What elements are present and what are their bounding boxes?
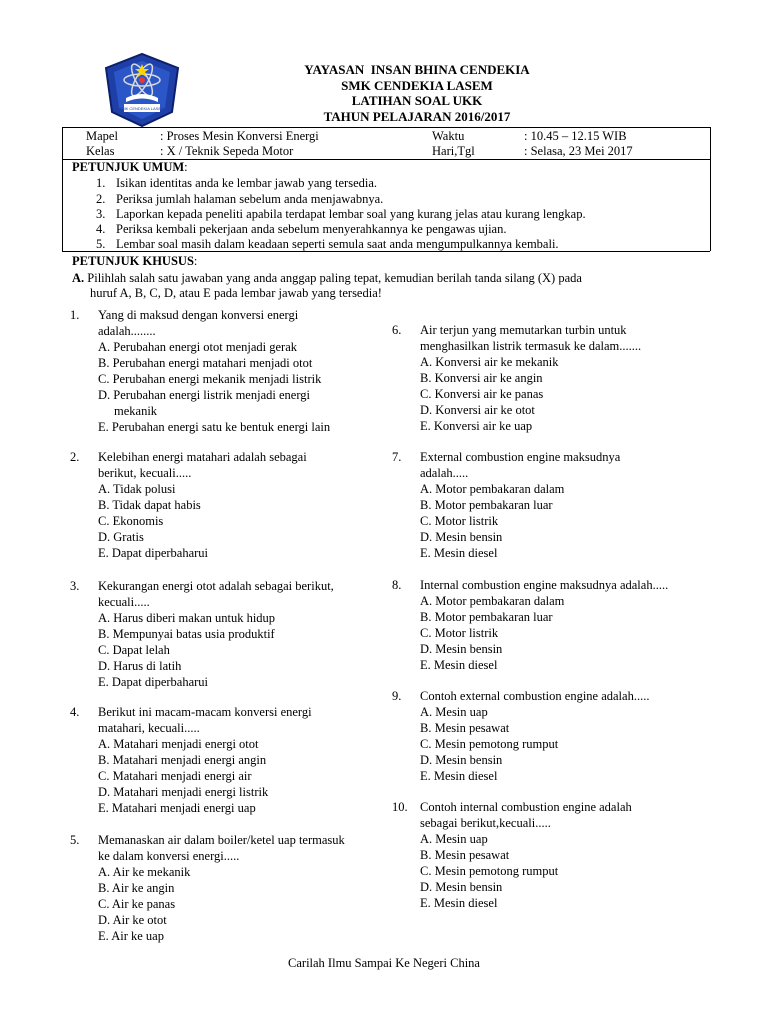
- question-number: 10.: [392, 800, 408, 814]
- answer-option: D. Mesin bensin: [420, 753, 503, 767]
- answer-option: C. Ekonomis: [98, 514, 164, 528]
- question-block: [392, 449, 621, 561]
- hari-label: Hari,Tgl: [432, 144, 475, 158]
- hari-value: : Selasa, 23 Mei 2017: [524, 144, 633, 158]
- answer-option: E. Mesin diesel: [420, 896, 498, 910]
- answer-option: B. Mesin pesawat: [420, 848, 510, 862]
- question-number: 9.: [392, 689, 402, 703]
- answer-option: E. Dapat diperbaharui: [98, 675, 209, 689]
- question-number: 7.: [392, 450, 402, 464]
- answer-option: A. Harus diberi makan untuk hidup: [98, 611, 276, 625]
- answer-option: E. Konversi air ke uap: [420, 419, 533, 433]
- question-number: 2.: [70, 450, 80, 464]
- answer-option: E. Mesin diesel: [420, 546, 498, 560]
- answer-option: E. Air ke uap: [98, 929, 164, 943]
- answer-option: B. Perubahan energi matahari menjadi otot: [98, 356, 313, 370]
- answer-option: D. Air ke otot: [98, 913, 167, 927]
- school-header: [200, 62, 634, 124]
- instruction-label: A.: [72, 271, 85, 285]
- answer-option: A. Motor pembakaran dalam: [420, 594, 565, 608]
- petunjuk-khusus-heading: PETUNJUK KHUSUS: [72, 254, 194, 268]
- answer-option: E. Dapat diperbaharui: [98, 546, 209, 560]
- mapel-label: Mapel: [86, 129, 118, 143]
- question-text: menghasilkan listrik termasuk ke dalam.......: [420, 339, 642, 353]
- question-block: [70, 449, 307, 561]
- answer-option: C. Perubahan energi mekanik menjadi listrik: [98, 372, 322, 386]
- answer-option: D. Konversi air ke otot: [420, 403, 535, 417]
- answer-option: B. Mesin pesawat: [420, 721, 510, 735]
- answer-option: A. Mesin uap: [420, 705, 488, 719]
- list-item: 1. Isikan identitas anda ke lembar jawab yang tersedia.: [96, 176, 378, 190]
- petunjuk-umum-title: [72, 159, 188, 175]
- logo-text: SMK CENDEKIA LASEM: [119, 106, 165, 111]
- answer-option: A. Motor pembakaran dalam: [420, 482, 565, 496]
- petunjuk-umum-colon: :: [184, 160, 188, 174]
- question-text: adalah........: [98, 324, 156, 338]
- question-number: 4.: [70, 705, 80, 719]
- question-text: External combustion engine maksudnya: [420, 450, 621, 464]
- question-text: Contoh internal combustion engine adalah: [420, 800, 632, 814]
- answer-option: D. Gratis: [98, 530, 144, 544]
- answer-option: E. Perubahan energi satu ke bentuk energi lain: [98, 420, 331, 434]
- question-text: Contoh external combustion engine adalah.....: [420, 689, 650, 703]
- instruction-line-1: [72, 270, 582, 286]
- question-text: Kekurangan energi otot adalah sebagai berikut,: [98, 579, 334, 593]
- answer-option: C. Mesin pemotong rumput: [420, 737, 559, 751]
- answer-option: A. Tidak polusi: [98, 482, 176, 496]
- answer-option: C. Matahari menjadi energi air: [98, 769, 252, 783]
- question-block: [392, 322, 642, 434]
- question-block: [70, 832, 345, 944]
- answer-option: B. Air ke angin: [98, 881, 175, 895]
- school-logo: [96, 50, 188, 130]
- answer-option: C. Mesin pemotong rumput: [420, 864, 559, 878]
- petunjuk-khusus-title: [72, 253, 197, 269]
- question-text: Kelebihan energi matahari adalah sebagai: [98, 450, 307, 464]
- answer-option: A. Matahari menjadi energi otot: [98, 737, 259, 751]
- answer-option: D. Matahari menjadi energi listrik: [98, 785, 269, 799]
- list-item: 4. Periksa kembali pekerjaan anda sebelum menyerahkannya ke pengawas ujian.: [96, 222, 507, 236]
- question-text: Berikut ini macam-macam konversi energi: [98, 705, 312, 719]
- answer-option: B. Matahari menjadi energi angin: [98, 753, 267, 767]
- answer-option: E. Matahari menjadi energi uap: [98, 801, 256, 815]
- answer-option: D. Mesin bensin: [420, 880, 503, 894]
- petunjuk-khusus-colon: :: [193, 254, 198, 268]
- answer-option: D. Perubahan energi listrik menjadi energi: [98, 388, 310, 402]
- answer-option: B. Motor pembakaran luar: [420, 610, 553, 624]
- answer-option: C. Air ke panas: [98, 897, 176, 911]
- question-text: ke dalam konversi energi.....: [98, 849, 240, 863]
- question-block: [392, 688, 650, 784]
- header-exam: LATIHAN SOAL UKK: [351, 93, 483, 108]
- question-text: Internal combustion engine maksudnya adalah.....: [420, 578, 669, 592]
- question-block: [392, 799, 632, 911]
- answer-option: B. Mempunyai batas usia produktif: [98, 627, 275, 641]
- answer-option: B. Motor pembakaran luar: [420, 498, 553, 512]
- question-text: adalah.....: [420, 466, 469, 480]
- list-item: 5. Lembar soal masih dalam keadaan seperti semula saat anda mengumpulkannya kembali.: [96, 237, 559, 251]
- header-school: SMK CENDEKIA LASEM: [341, 77, 493, 93]
- question-text: Yang di maksud dengan konversi energi: [98, 308, 299, 322]
- answer-option: C. Motor listrik: [420, 626, 499, 640]
- waktu-value: : 10.45 – 12.15 WIB: [524, 129, 627, 143]
- answer-option: D. Mesin bensin: [420, 530, 503, 544]
- answer-option: E. Mesin diesel: [420, 769, 498, 783]
- question-number: 1.: [70, 308, 80, 322]
- frame-left-line: [62, 127, 63, 251]
- question-block: [70, 307, 331, 435]
- answer-option: E. Mesin diesel: [420, 658, 498, 672]
- question-text: berikut, kecuali.....: [98, 466, 192, 480]
- answer-option: C. Motor listrik: [420, 514, 499, 528]
- question-number: 3.: [70, 579, 80, 593]
- answer-option: A. Perubahan energi otot menjadi gerak: [98, 340, 298, 354]
- answer-option: C. Dapat lelah: [98, 643, 170, 657]
- frame-right-line: [710, 127, 711, 251]
- answer-option: D. Harus di latih: [98, 659, 182, 673]
- question-text: sebagai berikut,kecuali.....: [420, 816, 551, 830]
- answer-option: mekanik: [114, 404, 158, 418]
- kelas-value: : X / Teknik Sepeda Motor: [160, 144, 294, 158]
- answer-option: A. Konversi air ke mekanik: [420, 355, 559, 369]
- list-item: 3. Laporkan kepada peneliti apabila terdapat lembar soal yang kurang jelas atau kurang lengkap.: [96, 207, 586, 221]
- instruction-text: Pilihlah salah satu jawaban yang anda anggap paling tepat, kemudian berilah tanda silang (X) pada: [84, 271, 582, 285]
- answer-option: C. Konversi air ke panas: [420, 387, 544, 401]
- petunjuk-umum-heading: PETUNJUK UMUM: [72, 160, 185, 174]
- answer-option: D. Mesin bensin: [420, 642, 503, 656]
- list-item: 2. Periksa jumlah halaman sebelum anda menjawabnya.: [96, 192, 384, 206]
- instruction-line-2: huruf A, B, C, D, atau E pada lembar jawab yang tersedia!: [90, 286, 382, 300]
- question-number: 5.: [70, 833, 80, 847]
- question-text: Memanaskan air dalam boiler/ketel uap termasuk: [98, 833, 345, 847]
- kelas-label: Kelas: [86, 144, 115, 158]
- question-number: 6.: [392, 323, 402, 337]
- answer-option: B. Konversi air ke angin: [420, 371, 543, 385]
- question-text: matahari, kecuali.....: [98, 721, 200, 735]
- question-block: [70, 578, 334, 690]
- mapel-value: : Proses Mesin Konversi Energi: [160, 129, 319, 143]
- question-block: [392, 577, 669, 673]
- question-text: Air terjun yang memutarkan turbin untuk: [420, 323, 627, 337]
- answer-option: B. Tidak dapat habis: [98, 498, 201, 512]
- waktu-label: Waktu: [432, 129, 465, 143]
- question-number: 8.: [392, 578, 402, 592]
- question-text: kecuali.....: [98, 595, 150, 609]
- footer-motto: Carilah Ilmu Sampai Ke Negeri China: [288, 956, 480, 970]
- question-block: [70, 704, 312, 816]
- answer-option: A. Air ke mekanik: [98, 865, 191, 879]
- answer-option: A. Mesin uap: [420, 832, 488, 846]
- header-foundation: YAYASAN INSAN BHINA CENDEKIA: [304, 62, 530, 77]
- header-year: TAHUN PELAJARAN 2016/2017: [323, 108, 511, 124]
